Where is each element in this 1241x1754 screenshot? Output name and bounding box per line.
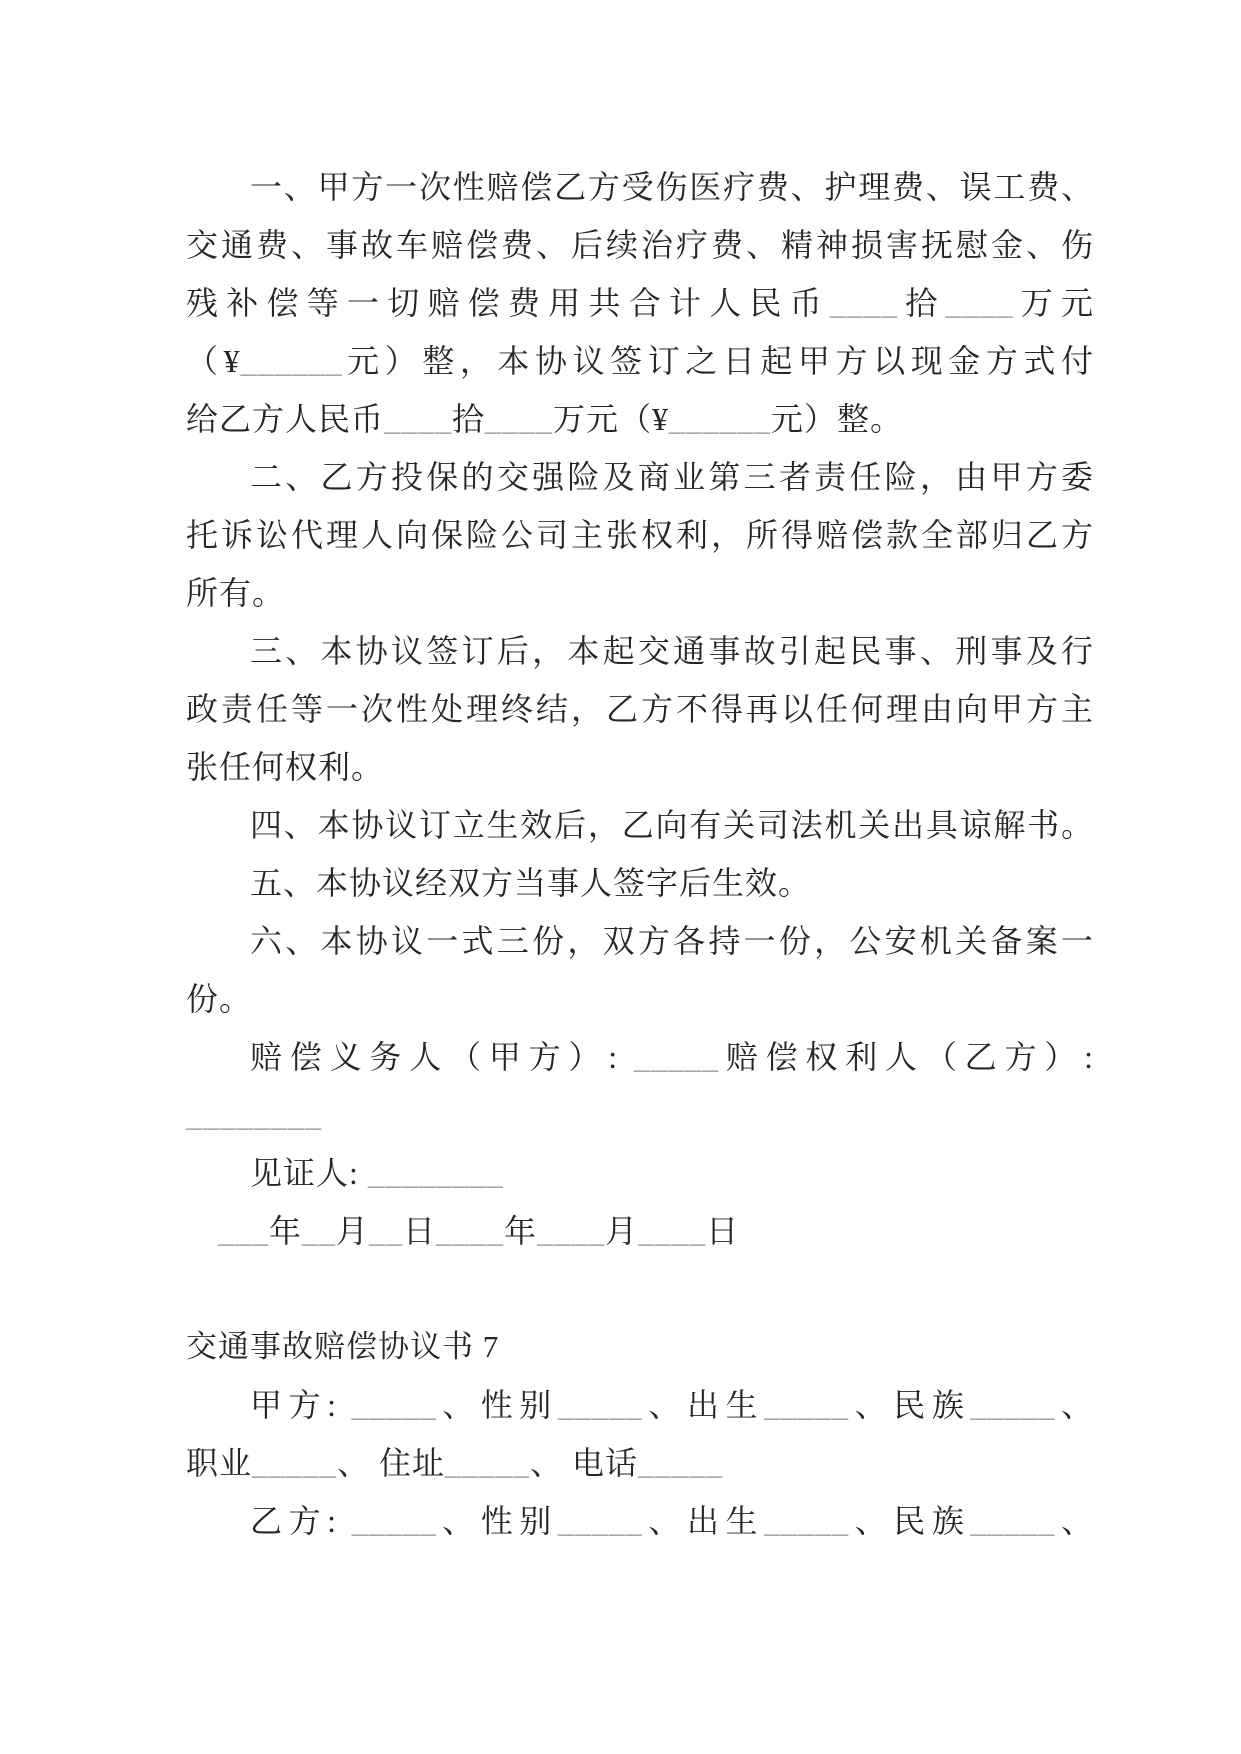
text-segment: 日 xyxy=(403,1213,437,1249)
text-segment: 张任何权利。 xyxy=(186,749,385,785)
fill-in-blank: _____ xyxy=(970,1387,1056,1423)
fill-in-blank: __ xyxy=(302,1213,337,1249)
text-segment: 、民族 xyxy=(849,1387,971,1423)
fill-in-blank: ____ xyxy=(829,285,898,321)
document-line xyxy=(186,1086,1094,1144)
fill-in-blank: ____ xyxy=(945,285,1014,321)
fill-in-blank: ________ xyxy=(367,1155,504,1191)
fill-in-blank: ___ xyxy=(218,1213,269,1249)
text-segment: 月 xyxy=(336,1213,370,1249)
document-line xyxy=(186,912,1094,970)
text-segment: 日 xyxy=(706,1213,740,1249)
fill-in-blank: _____ xyxy=(638,1445,724,1481)
fill-in-blank: _____ xyxy=(634,1039,719,1075)
document-line xyxy=(186,854,1094,912)
text-segment: （¥ xyxy=(186,343,241,379)
text-segment: 二、乙方投保的交强险及商业第三者责任险，由甲方委 xyxy=(250,459,1094,495)
text-segment: 、性别 xyxy=(436,1503,558,1539)
text-segment: 甲方: xyxy=(250,1387,352,1423)
text-segment: 、民族 xyxy=(849,1503,971,1539)
text-segment: 元）整，本协议签订之日起甲方以现金方式付 xyxy=(342,343,1094,379)
fill-in-blank: ______ xyxy=(240,343,343,379)
text-segment: 拾 xyxy=(452,401,486,437)
document-line xyxy=(186,506,1094,564)
text-segment: 交通费、事故车赔偿费、后续治疗费、精神损害抚慰金、伤 xyxy=(186,227,1094,263)
fill-in-blank: _____ xyxy=(351,1503,437,1539)
document-body xyxy=(186,158,1094,1550)
text-segment: 元）整。 xyxy=(771,401,904,437)
fill-in-blank: ____ xyxy=(537,1213,606,1249)
document-line xyxy=(186,1144,1094,1202)
text-segment: 职业 xyxy=(186,1445,253,1481)
fill-in-blank: ____ xyxy=(436,1213,505,1249)
text-segment: 份。 xyxy=(186,981,253,1017)
text-segment: 、 电话 xyxy=(530,1445,639,1481)
fill-in-blank: ____ xyxy=(384,401,453,437)
fill-in-blank: _____ xyxy=(445,1445,531,1481)
text-segment: 五、本协议经双方当事人签字后生效。 xyxy=(250,865,812,901)
fill-in-blank: _____ xyxy=(252,1445,338,1481)
text-segment: 、 xyxy=(1055,1503,1094,1539)
document-line xyxy=(186,738,1094,796)
fill-in-blank: __ xyxy=(369,1213,404,1249)
fill-in-blank: _____ xyxy=(764,1387,850,1423)
fill-in-blank: _____ xyxy=(351,1387,437,1423)
text-segment: 、 xyxy=(1055,1387,1094,1423)
document-line xyxy=(186,970,1094,1028)
document-line xyxy=(186,216,1094,274)
fill-in-blank: _____ xyxy=(557,1387,643,1423)
document-line xyxy=(186,680,1094,738)
fill-in-blank: _____ xyxy=(764,1503,850,1539)
document-line xyxy=(186,1434,1094,1492)
text-segment: 年 xyxy=(269,1213,303,1249)
text-segment: 、出生 xyxy=(642,1387,765,1423)
document-line xyxy=(186,622,1094,680)
text-segment: 给乙方人民币 xyxy=(186,401,385,437)
text-segment: 赔偿权利人（乙方）: xyxy=(719,1039,1094,1075)
text-segment: 三、本协议签订后，本起交通事故引起民事、刑事及行 xyxy=(250,633,1094,669)
text-segment: 所有。 xyxy=(186,575,286,611)
fill-in-blank: ____ xyxy=(485,401,554,437)
fill-in-blank: ____ xyxy=(638,1213,707,1249)
text-segment: 六、本协议一式三份，双方各持一份，公安机关备案一 xyxy=(250,923,1094,959)
fill-in-blank: _____ xyxy=(557,1503,643,1539)
document-line xyxy=(186,390,1094,448)
text-segment: 四、本协议订立生效后，乙向有关司法机关出具谅解书。 xyxy=(250,807,1094,843)
text-segment: 万元（¥ xyxy=(553,401,670,437)
text-segment: 交通事故赔偿协议书 7 xyxy=(186,1329,500,1364)
text-segment: 见证人: xyxy=(250,1155,368,1191)
blank-line xyxy=(186,1260,1094,1318)
fill-in-blank: ______ xyxy=(669,401,772,437)
text-segment: 、性别 xyxy=(436,1387,558,1423)
section-title xyxy=(186,1318,1094,1376)
text-segment: 月 xyxy=(605,1213,639,1249)
text-segment: 、出生 xyxy=(642,1503,765,1539)
text-segment: 政责任等一次性处理终结，乙方不得再以任何理由向甲方主 xyxy=(186,691,1094,727)
text-segment: 托诉讼代理人向保险公司主张权利，所得赔偿款全部归乙方 xyxy=(186,517,1094,553)
document-line xyxy=(186,1028,1094,1086)
text-segment: 万元 xyxy=(1013,285,1094,321)
document-line xyxy=(186,564,1094,622)
document-line xyxy=(186,158,1094,216)
document-line xyxy=(186,1202,1094,1260)
text-segment: 一、甲方一次性赔偿乙方受伤医疗费、护理费、误工费、 xyxy=(250,169,1094,205)
document-line xyxy=(186,448,1094,506)
document-line xyxy=(186,796,1094,854)
document-line xyxy=(186,1376,1094,1434)
document-line xyxy=(186,332,1094,390)
text-segment: 拾 xyxy=(897,285,946,321)
text-segment: 年 xyxy=(504,1213,538,1249)
document-line xyxy=(186,1492,1094,1550)
text-segment: 残补偿等一切赔偿费用共合计人民币 xyxy=(186,285,830,321)
text-segment: 赔偿义务人（甲方）: xyxy=(250,1039,634,1075)
text-segment: 、 住址 xyxy=(337,1445,446,1481)
fill-in-blank: ________ xyxy=(186,1097,322,1133)
document-line xyxy=(186,274,1094,332)
text-segment: 乙方: xyxy=(250,1503,352,1539)
fill-in-blank: _____ xyxy=(970,1503,1056,1539)
